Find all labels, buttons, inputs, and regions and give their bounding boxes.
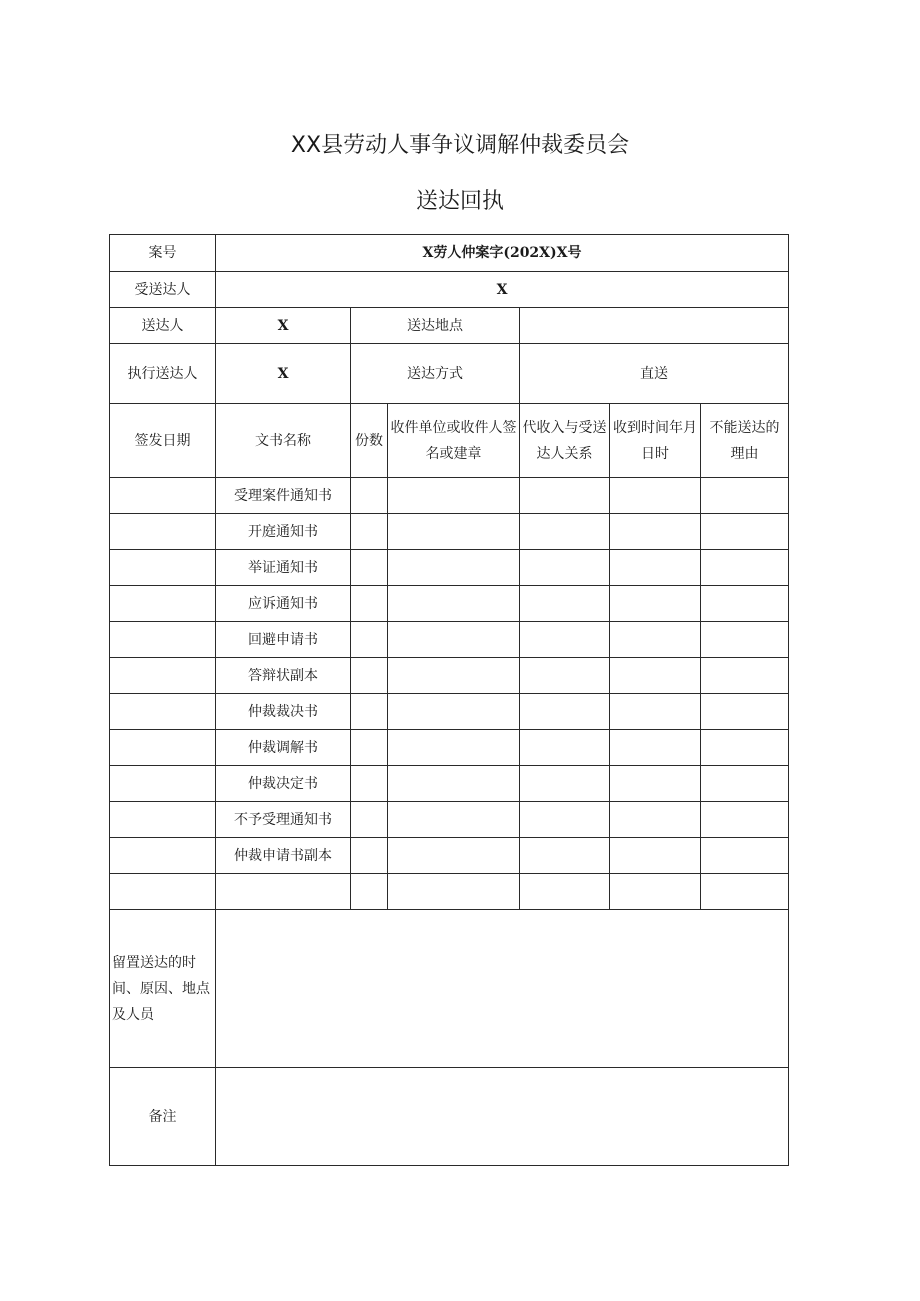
issue-date-cell[interactable] bbox=[110, 622, 216, 658]
issue-date-cell[interactable] bbox=[110, 838, 216, 874]
executor-value[interactable]: X bbox=[216, 344, 351, 404]
delivery-place-value[interactable] bbox=[520, 308, 789, 344]
copies-cell[interactable] bbox=[351, 838, 388, 874]
remarks-value[interactable] bbox=[216, 1068, 789, 1166]
document-row bbox=[110, 694, 789, 730]
relation-cell[interactable] bbox=[520, 514, 610, 550]
document-name-cell bbox=[216, 874, 351, 910]
document-name-cell: 开庭通知书 bbox=[216, 514, 351, 550]
signature-cell[interactable] bbox=[388, 658, 520, 694]
document-row bbox=[110, 514, 789, 550]
col-document-name: 文书名称 bbox=[216, 404, 351, 478]
received-time-cell[interactable] bbox=[610, 802, 701, 838]
copies-cell[interactable] bbox=[351, 658, 388, 694]
issue-date-cell[interactable] bbox=[110, 766, 216, 802]
signature-cell[interactable] bbox=[388, 694, 520, 730]
reason-cell[interactable] bbox=[701, 730, 789, 766]
document-row bbox=[110, 478, 789, 514]
issue-date-cell[interactable] bbox=[110, 730, 216, 766]
document-row bbox=[110, 550, 789, 586]
relation-cell[interactable] bbox=[520, 694, 610, 730]
server-label: 送达人 bbox=[110, 308, 216, 344]
document-name-cell: 受理案件通知书 bbox=[216, 478, 351, 514]
case-number-value[interactable]: X劳人仲案字(202X)X号 bbox=[216, 235, 789, 272]
reason-cell[interactable] bbox=[701, 766, 789, 802]
delivery-receipt-table bbox=[109, 234, 789, 1166]
issue-date-cell[interactable] bbox=[110, 658, 216, 694]
document-row bbox=[110, 730, 789, 766]
copies-cell[interactable] bbox=[351, 514, 388, 550]
relation-cell[interactable] bbox=[520, 874, 610, 910]
col-relation: 代收入与受送达人关系 bbox=[520, 404, 610, 478]
signature-cell[interactable] bbox=[388, 838, 520, 874]
executor-label: 执行送达人 bbox=[110, 344, 216, 404]
document-name-cell: 举证通知书 bbox=[216, 550, 351, 586]
received-time-cell[interactable] bbox=[610, 838, 701, 874]
copies-cell[interactable] bbox=[351, 802, 388, 838]
signature-cell[interactable] bbox=[388, 622, 520, 658]
reason-cell[interactable] bbox=[701, 514, 789, 550]
copies-cell[interactable] bbox=[351, 550, 388, 586]
delivery-place-label: 送达地点 bbox=[351, 308, 520, 344]
relation-cell[interactable] bbox=[520, 550, 610, 586]
delivery-method-value[interactable]: 直送 bbox=[520, 344, 789, 404]
signature-cell[interactable] bbox=[388, 730, 520, 766]
document-name-cell: 不予受理通知书 bbox=[216, 802, 351, 838]
document-row bbox=[110, 874, 789, 910]
server-value[interactable]: X bbox=[216, 308, 351, 344]
relation-cell[interactable] bbox=[520, 622, 610, 658]
received-time-cell[interactable] bbox=[610, 766, 701, 802]
issue-date-cell[interactable] bbox=[110, 802, 216, 838]
received-time-cell[interactable] bbox=[610, 694, 701, 730]
recipient-label: 受送达人 bbox=[110, 272, 216, 308]
issue-date-cell[interactable] bbox=[110, 478, 216, 514]
reason-cell[interactable] bbox=[701, 874, 789, 910]
column-header-row bbox=[110, 404, 789, 478]
reason-cell[interactable] bbox=[701, 802, 789, 838]
copies-cell[interactable] bbox=[351, 874, 388, 910]
signature-cell[interactable] bbox=[388, 478, 520, 514]
copies-cell[interactable] bbox=[351, 730, 388, 766]
col-signature: 收件单位或收件人签名或建章 bbox=[388, 404, 520, 478]
received-time-cell[interactable] bbox=[610, 874, 701, 910]
signature-cell[interactable] bbox=[388, 766, 520, 802]
relation-cell[interactable] bbox=[520, 766, 610, 802]
signature-cell[interactable] bbox=[388, 802, 520, 838]
issue-date-cell[interactable] bbox=[110, 874, 216, 910]
lodge-delivery-row bbox=[110, 910, 789, 1068]
document-row bbox=[110, 838, 789, 874]
remarks-row bbox=[110, 1068, 789, 1166]
document-name-cell: 仲裁裁决书 bbox=[216, 694, 351, 730]
lodge-delivery-label: 留置送达的时间、原因、地点及人员 bbox=[110, 910, 216, 1068]
copies-cell[interactable] bbox=[351, 586, 388, 622]
col-issue-date: 签发日期 bbox=[110, 404, 216, 478]
executor-row bbox=[110, 344, 789, 404]
copies-cell[interactable] bbox=[351, 766, 388, 802]
received-time-cell[interactable] bbox=[610, 622, 701, 658]
signature-cell[interactable] bbox=[388, 874, 520, 910]
reason-cell[interactable] bbox=[701, 838, 789, 874]
document-name-cell: 答辩状副本 bbox=[216, 658, 351, 694]
issue-date-cell[interactable] bbox=[110, 694, 216, 730]
document-name-cell: 应诉通知书 bbox=[216, 586, 351, 622]
relation-cell[interactable] bbox=[520, 730, 610, 766]
reason-cell[interactable] bbox=[701, 478, 789, 514]
case-number-row bbox=[110, 235, 789, 272]
document-name-cell: 回避申请书 bbox=[216, 622, 351, 658]
issue-date-cell[interactable] bbox=[110, 586, 216, 622]
received-time-cell[interactable] bbox=[610, 586, 701, 622]
document-rows bbox=[110, 478, 789, 910]
reason-cell[interactable] bbox=[701, 622, 789, 658]
relation-cell[interactable] bbox=[520, 478, 610, 514]
document-row bbox=[110, 766, 789, 802]
remarks-label: 备注 bbox=[110, 1068, 216, 1166]
server-row bbox=[110, 308, 789, 344]
reason-cell[interactable] bbox=[701, 694, 789, 730]
signature-cell[interactable] bbox=[388, 586, 520, 622]
issue-date-cell[interactable] bbox=[110, 550, 216, 586]
reason-cell[interactable] bbox=[701, 658, 789, 694]
committee-title: XX县劳动人事争议调解仲裁委员会 bbox=[290, 133, 630, 158]
recipient-row bbox=[110, 272, 789, 308]
col-reason: 不能送达的理由 bbox=[701, 404, 789, 478]
copies-cell[interactable] bbox=[351, 478, 388, 514]
signature-cell[interactable] bbox=[388, 514, 520, 550]
signature-cell[interactable] bbox=[388, 550, 520, 586]
relation-cell[interactable] bbox=[520, 586, 610, 622]
document-row bbox=[110, 802, 789, 838]
document-row bbox=[110, 622, 789, 658]
copies-cell[interactable] bbox=[351, 622, 388, 658]
document-name-cell: 仲裁申请书副本 bbox=[216, 838, 351, 874]
received-time-cell[interactable] bbox=[610, 478, 701, 514]
relation-cell[interactable] bbox=[520, 838, 610, 874]
received-time-cell[interactable] bbox=[610, 658, 701, 694]
document-name-cell: 仲裁调解书 bbox=[216, 730, 351, 766]
lodge-delivery-value[interactable] bbox=[216, 910, 789, 1068]
received-time-cell[interactable] bbox=[610, 514, 701, 550]
delivery-method-label: 送达方式 bbox=[351, 344, 520, 404]
received-time-cell[interactable] bbox=[610, 550, 701, 586]
col-received-time: 收到时间年月日时 bbox=[610, 404, 701, 478]
document-title: 送达回执 bbox=[415, 189, 504, 214]
reason-cell[interactable] bbox=[701, 586, 789, 622]
reason-cell[interactable] bbox=[701, 550, 789, 586]
relation-cell[interactable] bbox=[520, 658, 610, 694]
document-row bbox=[110, 658, 789, 694]
col-copies: 份数 bbox=[351, 404, 388, 478]
recipient-value[interactable]: X bbox=[216, 272, 789, 308]
relation-cell[interactable] bbox=[520, 802, 610, 838]
copies-cell[interactable] bbox=[351, 694, 388, 730]
document-row bbox=[110, 586, 789, 622]
document-name-cell: 仲裁决定书 bbox=[216, 766, 351, 802]
received-time-cell[interactable] bbox=[610, 730, 701, 766]
case-number-label: 案号 bbox=[110, 235, 216, 272]
issue-date-cell[interactable] bbox=[110, 514, 216, 550]
